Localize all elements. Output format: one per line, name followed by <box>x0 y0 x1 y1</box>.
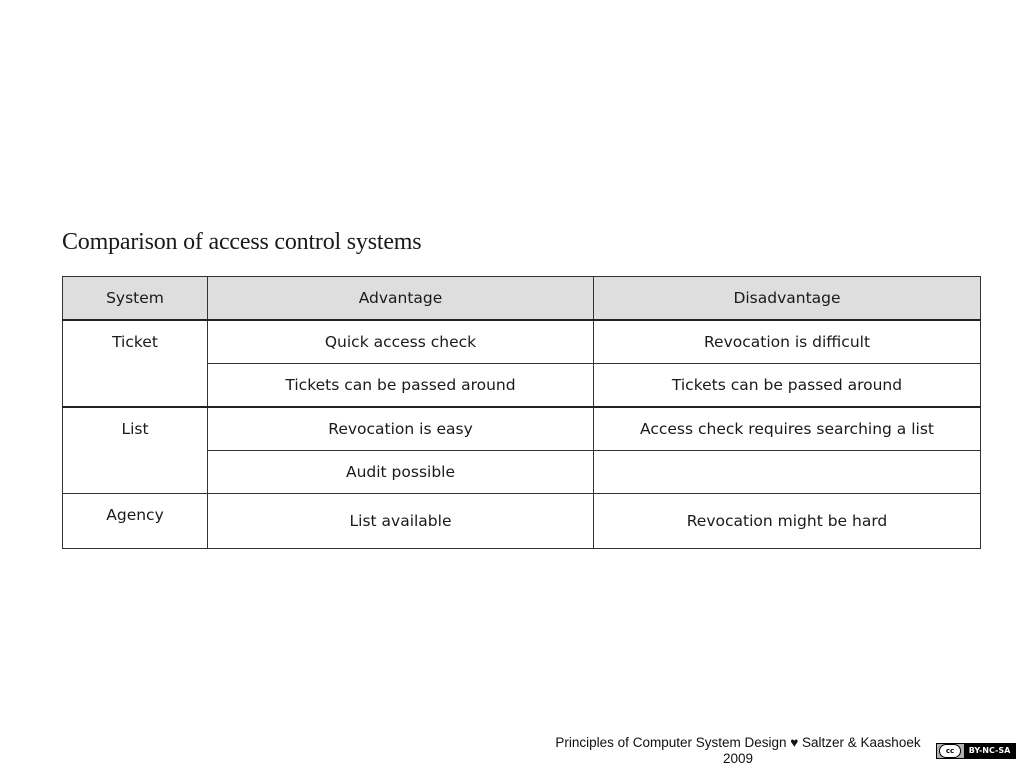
system-cell-ticket: Ticket <box>63 320 208 407</box>
disadvantage-cell <box>594 451 981 494</box>
disadvantage-cell: Revocation is difficult <box>594 320 981 364</box>
header-disadvantage: Disadvantage <box>594 277 981 321</box>
table-row <box>63 494 981 549</box>
advantage-cell: Tickets can be passed around <box>208 364 594 408</box>
creative-commons-icon: cc <box>939 744 961 758</box>
table-row <box>63 320 981 364</box>
system-cell-agency: Agency <box>63 494 208 549</box>
license-label: BY-NC-SA <box>964 744 1015 758</box>
advantage-cell: Revocation is easy <box>208 407 594 451</box>
cc-license-badge[interactable] <box>936 743 1016 759</box>
advantage-cell: Audit possible <box>208 451 594 494</box>
advantage-cell: List available <box>208 494 594 549</box>
footer-credit-line: Principles of Computer System Design ♥ Saltzer & Kaashoek <box>555 735 921 750</box>
advantage-cell: Quick access check <box>208 320 594 364</box>
footer-credit <box>538 735 938 767</box>
disadvantage-cell: Tickets can be passed around <box>594 364 981 408</box>
comparison-table <box>62 276 981 549</box>
table-row <box>63 407 981 451</box>
disadvantage-cell: Access check requires searching a list <box>594 407 981 451</box>
header-system: System <box>63 277 208 321</box>
footer-year: 2009 <box>722 751 754 766</box>
table-header-row <box>63 277 981 321</box>
header-advantage: Advantage <box>208 277 594 321</box>
disadvantage-cell: Revocation might be hard <box>594 494 981 549</box>
page-title: Comparison of access control systems <box>62 229 422 255</box>
system-cell-list: List <box>63 407 208 494</box>
